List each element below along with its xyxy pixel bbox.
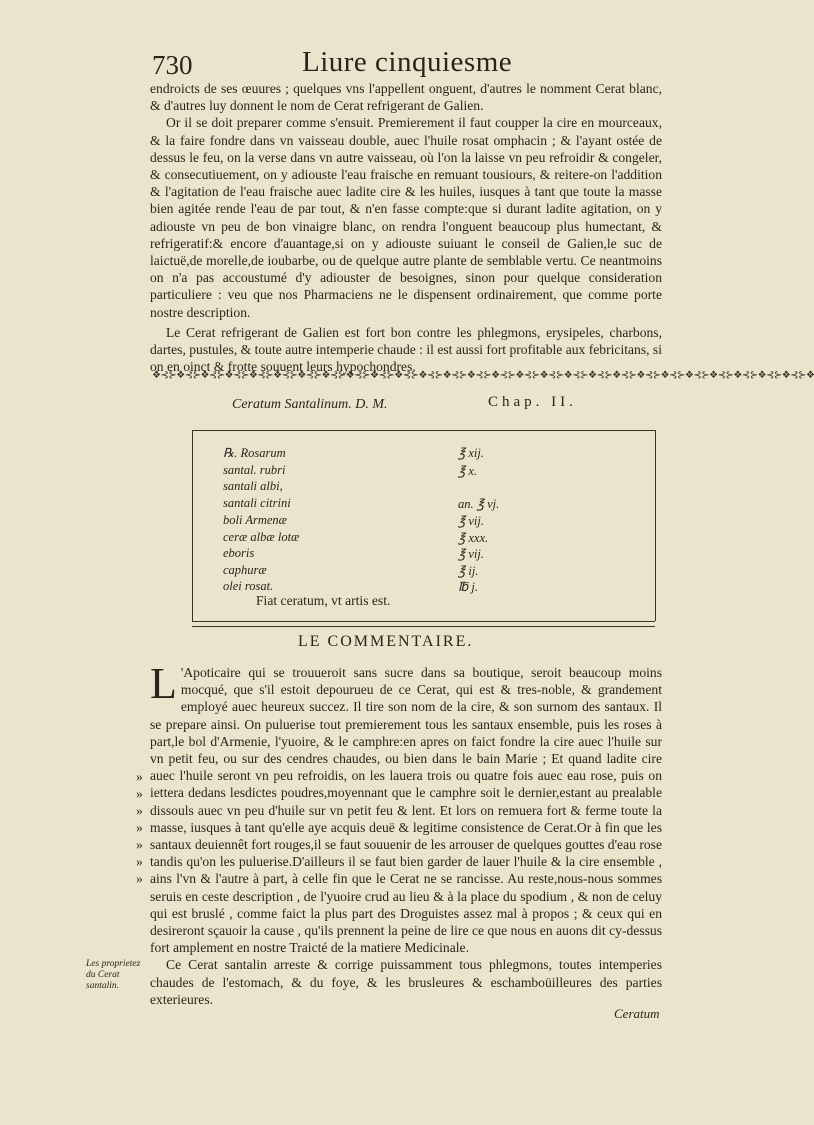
ingredient-name: santali citrini: [223, 496, 291, 510]
ingredient-qty: ℥ xij.: [458, 446, 484, 460]
ornament-border: ❖⊰⊱❖⊰⊱❖⊰⊱❖⊰⊱❖⊰⊱❖⊰⊱❖⊰⊱❖⊰⊱❖⊰⊱❖⊰⊱❖⊰⊱❖⊰⊱❖⊰⊱❖⊰⊱❖⊰⊱❖⊰⊱❖⊰⊱❖⊰⊱❖⊰⊱❖⊰⊱❖⊰⊱❖⊰⊱❖⊰⊱❖⊰⊱❖⊰⊱❖⊰⊱❖⊰⊱❖: [152, 370, 814, 381]
ingredient-qty: ℔ j.: [458, 580, 478, 594]
top-text: [150, 80, 662, 375]
quotation-mark: »: [136, 769, 143, 784]
quotation-mark: »: [136, 871, 143, 886]
ingredient-qty: ℥ vij.: [458, 547, 484, 561]
ingredient-name: eboris: [223, 546, 255, 560]
properties-paragraph: Ce Cerat santalin arreste & corrige puissamment tous phlegmons, toutes intemperies chaudes de l'estomach, & du foye, & les brusleures & eschamboüilleures des parties exterieures.: [150, 957, 662, 1007]
ingredient-name: santal. rubri: [223, 463, 286, 477]
recipe-box-bottom-rule: [192, 621, 655, 627]
preparation-paragraph: Or il se doit preparer comme s'ensuit. Premierement il faut coupper la cire en mourceaux, & la faire fondre dans vn vaisseau double, auec l'huile rosat omphacin ; & l'ayant ostée de dessus le feu, on la verse dans vn autre vaisseau, où l'on la laisse vn peu refroidir & congeler, & consecutiuement, on y adiouste l'eau fraische en remuant tousiours, & reitere-on l'addition & l'agitation de l'eau fraische auec ladite cire & les huiles, iusques à tant que toute la masse bien agitée rende l'eau de par tout, & n'en fasse compte:que si durant ladite agitation, on y adiouste vn peu de bon vinaigre blanc, on rendra l'onguent beaucoup plus humectant, & refrigeratif:& encore d'auantage,si on y adiouste suiuant le conseil de Galien,le suc de laictuë,de morelle,de ioubarbe, ou de quelque autre plante de semblable vertu. Ce neantmoins on n'a pas accoustumé d'y adiouster de besoignes, sinon pour quelque consideration particuliere : veu que nos Pharmaciens ne le dispensent ordinairement, que comme porte nostre description.: [150, 115, 662, 320]
margin-note: Les proprietez du Cerat santalin.: [86, 959, 141, 991]
ingredient-qty: an. ℥ vj.: [458, 497, 500, 511]
chapter-label: Chap. II.: [488, 394, 577, 410]
quotation-mark: »: [136, 854, 143, 869]
continued-paragraph: endroicts de ses œuures ; quelques vns l'appellent onguent, d'autres le nomment Cerat blanc, & d'autres luy donnent le nom de Cerat refrigerant de Galien.: [150, 81, 662, 114]
commentary-paragraph: [150, 659, 662, 956]
ingredient-name: olei rosat.: [223, 579, 274, 593]
ingredient-name: santali albi,: [223, 479, 283, 493]
quotation-mark: »: [136, 786, 143, 801]
ingredient-qty: ℥ x.: [458, 464, 478, 478]
ingredient-name: ℞. Rosarum: [223, 446, 286, 460]
quotation-mark: »: [136, 803, 143, 818]
virtues-paragraph: Le Cerat refrigerant de Galien est fort bon contre les phlegmons, erysipeles, charbons, dartes, pustules, & toute autre intemperie chaude : il est aussi fort profitable aux febricitans, si on en oinct & frotte souuent leurs hypochondres.: [150, 324, 662, 375]
quotation-mark: »: [136, 820, 143, 835]
drop-cap: L: [150, 659, 177, 708]
commentary-paragraph-text: 'Apoticaire qui se trouueroit sans sucre dans sa boutique, seroit beaucoup moins mocqué, que s'il estoit depourueu de ce Cerat, qui est & tres-noble, & grandement employé auec heureux succez. Il tire son nom de la cire, & son surnom des santaux. Il se prepare ainsi. On puluerise tout premierement tous les santaux ensemble, puis les roses à part,le bol d'Armenie, l'yuoire, & le camphre:en apres on faict fondre la cire auec l'huile sur vn petit feu, ou sur des cendres chaudes, ou bien dans le bain Marie ; Et quand ladite cire auec l'huile seront vn peu refroidis, on les lauera trois ou quatre fois auec eau rose, puis on iettera dedans lesdictes poudres,moyennant que le camphre soit le dernier,estant au prealable dissouls auec vn peu d'huile sur vn petit feu & lent. Et lors on remuera fort & ferme toute la masse, iusques à tant qu'elle aye acquis deuë & legitime consistence de Cerat.Or à fin que les santaux deuiennêt fort rouges,il se faut souuenir de les arrouser de quelques gouttes d'eau rose tandis qu'on les puluerise.D'ailleurs il se faut bien garder de lauer l'huile & la cire ensemble , ains l'vn & l'autre à part, à celle fin que le Cerat ne se rancisse. Au reste,nous-nous sommes seruis en ceste description , de l'yuoire crud au lieu & à la place du spodium , & non de celuy qui est bruslé , comme faict la plus part des Droguistes assez mal à propos ; & ceux qui en desireront sçauoir la cause , qu'ils prennent la peine de lire ce que nous en auons dit cy-dessus fort amplement en nostre Traicté de la matiere Medicinale.: [150, 665, 662, 956]
ingredient-name: caphuræ: [223, 563, 267, 577]
ingredient-name: boli Armenæ: [223, 513, 288, 527]
ingredient-qty: ℥ vij.: [458, 514, 484, 528]
recipe-instruction: Fiat ceratum, vt artis est.: [256, 593, 391, 608]
catchword: Ceratum: [614, 1006, 660, 1021]
commentary-text: [150, 659, 662, 1008]
running-head: Liure cinquiesme: [302, 46, 513, 78]
ingredient-qty: ℥ ij.: [458, 564, 479, 578]
quotation-mark: »: [136, 837, 143, 852]
recipe-title: Ceratum Santalinum. D. M.: [232, 397, 388, 412]
ingredient-qty: ℥ xxx.: [458, 531, 489, 545]
commentary-heading: LE COMMENTAIRE.: [298, 633, 474, 650]
ingredient-name: ceræ albæ lotæ: [223, 530, 300, 544]
page-number: 730: [152, 50, 193, 80]
